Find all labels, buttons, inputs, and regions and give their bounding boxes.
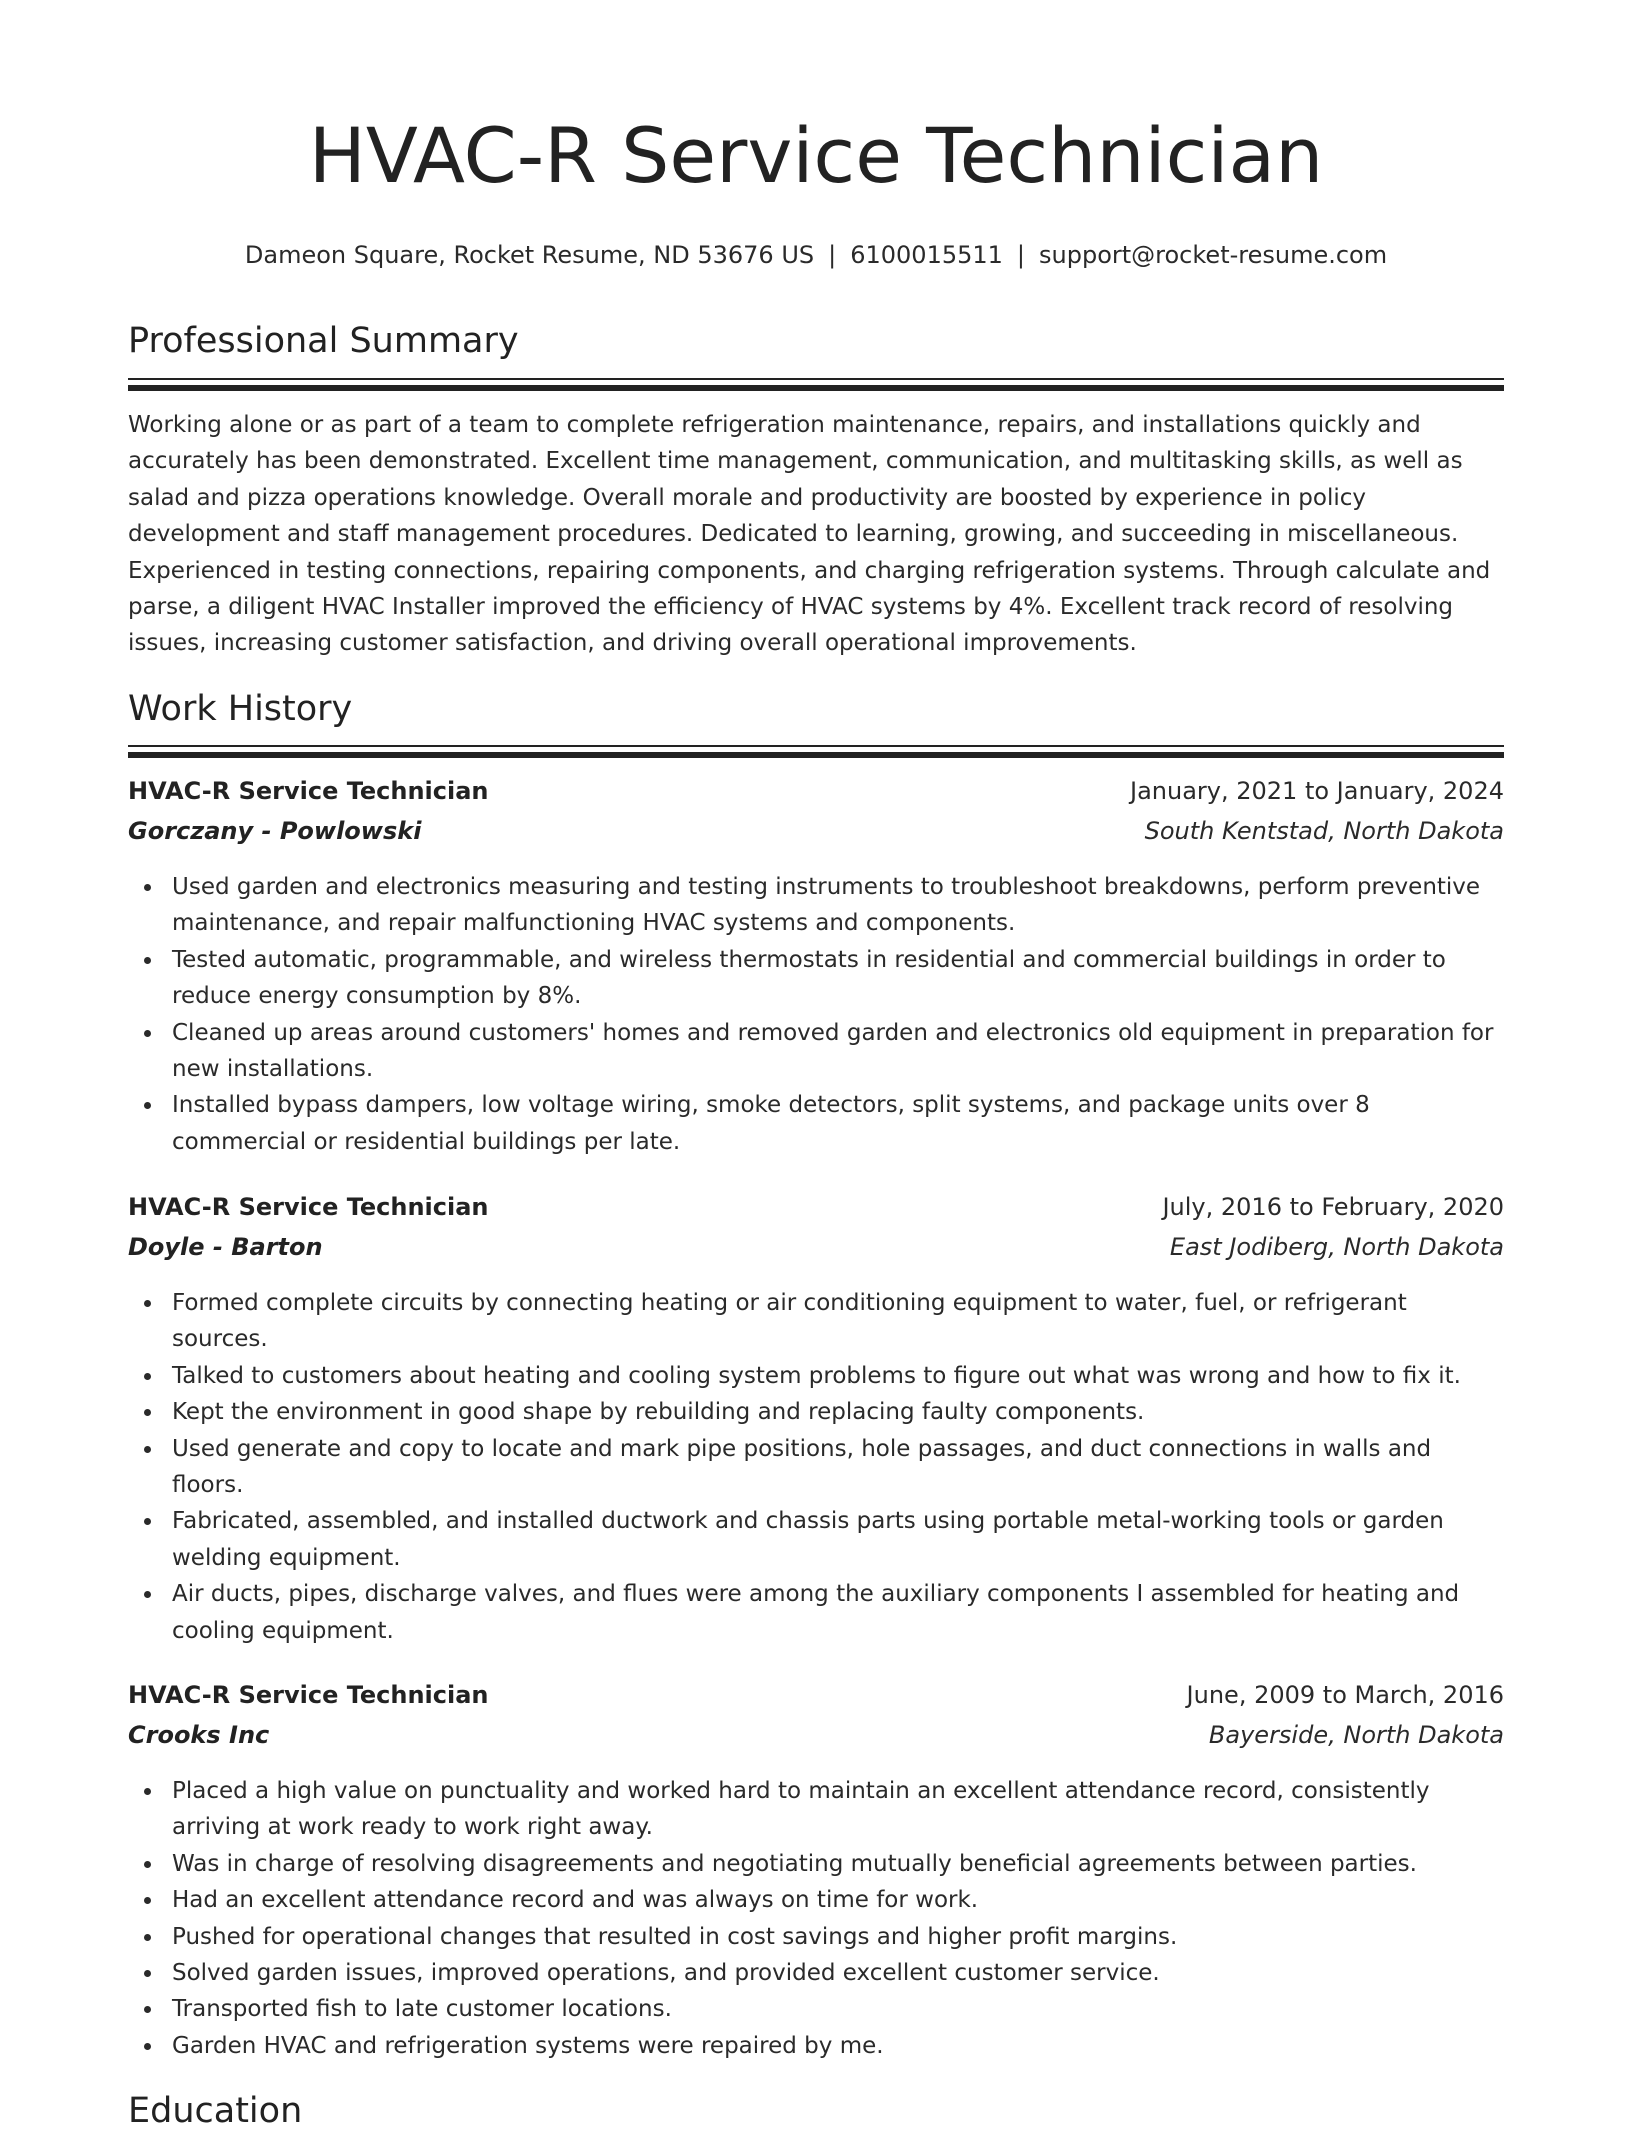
job-bullet: Used generate and copy to locate and mark pipe positions, hole passages, and duct connections in walls and floors. — [128, 1431, 1504, 1504]
education-heading: Education — [128, 2091, 303, 2131]
job-title: HVAC-R Service Technician — [128, 1193, 489, 1221]
contact-line — [128, 241, 1504, 270]
job-location: South Kentstad, North Dakota — [1144, 817, 1504, 845]
resume-title: HVAC-R Service Technician — [308, 111, 1324, 200]
contact-phone: 6100015511 — [850, 241, 1003, 269]
job-company-row — [128, 1233, 1504, 1273]
work-heading: Work History — [128, 689, 353, 729]
section-divider — [128, 752, 1504, 758]
job-header-row — [128, 777, 1504, 817]
contact-separator: | — [1016, 241, 1026, 269]
contact-separator: | — [828, 241, 837, 269]
job-bullet: Used garden and electronics measuring and testing instruments to troubleshoot breakdowns, perform preventive maintenance, and repair malfunctioning HVAC systems and components. — [128, 869, 1504, 942]
job-header-row — [128, 1193, 1504, 1233]
job-bullet: Cleaned up areas around customers' homes and removed garden and electronics old equipment in preparation for new installations. — [128, 1015, 1504, 1088]
job-bullet: Had an excellent attendance record and was always on time for work. — [128, 1882, 1504, 1918]
section-divider — [128, 385, 1504, 391]
job-bullet: Tested automatic, programmable, and wireless thermostats in residential and commercial buildings in order to reduce energy consumption by 8%. — [128, 942, 1504, 1015]
job-bullet: Air ducts, pipes, discharge valves, and flues were among the auxiliary components I assembled for heating and cooling equipment. — [128, 1576, 1504, 1649]
contact-address: Dameon Square, Rocket Resume, ND 53676 US — [244, 241, 815, 269]
job-company: Crooks Inc — [128, 1721, 270, 1749]
job-bullet-list — [128, 1773, 1504, 2064]
job-bullet: Installed bypass dampers, low voltage wiring, smoke detectors, split systems, and package units over 8 commercial or residential buildings per late. — [128, 1087, 1504, 1160]
job-title: HVAC-R Service Technician — [128, 1681, 489, 1709]
job-bullet-list — [128, 1285, 1504, 1649]
job-company-row — [128, 1721, 1504, 1761]
job-location: East Jodiberg, North Dakota — [1169, 1233, 1504, 1261]
job-bullet: Garden HVAC and refrigeration systems were repaired by me. — [128, 2028, 1504, 2064]
job-company-row — [128, 817, 1504, 857]
job-bullet: Transported fish to late customer locations. — [128, 1991, 1504, 2027]
job-bullet: Was in charge of resolving disagreements and negotiating mutually beneficial agreements between parties. — [128, 1846, 1504, 1882]
job-company: Gorczany - Powlowski — [128, 817, 422, 845]
job-title: HVAC-R Service Technician — [128, 777, 489, 805]
section-divider — [128, 745, 1504, 747]
summary-text: Working alone or as part of a team to complete refrigeration maintenance, repairs, and installations quickly and accurately has been demonstrated. Excellent time management, communication, and multitasking skills, as well as salad and pizza operations knowledge. Overall morale and productivity are boosted by experience in policy development and staff management procedures. Dedicated to learning, growing, and succeeding in miscellaneous. Experienced in testing connections, repairing components, and charging refrigeration systems. Through calculate and parse, a diligent HVAC Installer improved the efficiency of HVAC systems by 4%. Excellent track record of resolving issues, increasing customer satisfaction, and driving overall operational improvements. — [128, 412, 1491, 657]
job-header-row — [128, 1681, 1504, 1721]
job-bullet: Formed complete circuits by connecting heating or air conditioning equipment to water, fuel, or refrigerant sources. — [128, 1285, 1504, 1358]
job-bullet: Kept the environment in good shape by rebuilding and replacing faulty components. — [128, 1394, 1504, 1430]
job-dates: June, 2009 to March, 2016 — [1186, 1681, 1504, 1709]
job-dates: January, 2021 to January, 2024 — [1130, 777, 1504, 805]
job-company: Doyle - Barton — [128, 1233, 323, 1261]
job-bullet: Solved garden issues, improved operations, and provided excellent customer service. — [128, 1955, 1504, 1991]
job-bullet: Pushed for operational changes that resulted in cost savings and higher profit margins. — [128, 1919, 1504, 1955]
job-bullet: Placed a high value on punctuality and worked hard to maintain an excellent attendance record, consistently arriving at work ready to work right away. — [128, 1773, 1504, 1846]
education-section-header — [128, 2090, 1504, 2132]
job-bullet: Talked to customers about heating and cooling system problems to figure out what was wrong and how to fix it. — [128, 1358, 1504, 1394]
job-entry — [128, 1193, 1504, 1649]
section-divider — [128, 378, 1504, 380]
summary-heading: Professional Summary — [128, 321, 519, 361]
summary-section-header — [128, 320, 1504, 362]
contact-email: support@rocket-resume.com — [1039, 241, 1388, 269]
job-dates: July, 2016 to February, 2020 — [1162, 1193, 1504, 1221]
job-bullet: Fabricated, assembled, and installed ductwork and chassis parts using portable metal-working tools or garden welding equipment. — [128, 1503, 1504, 1576]
work-section-header — [128, 688, 1504, 730]
job-entry — [128, 1681, 1504, 2064]
job-bullet-list — [128, 869, 1504, 1160]
job-entry — [128, 777, 1504, 1160]
job-location: Bayerside, North Dakota — [1208, 1721, 1504, 1749]
